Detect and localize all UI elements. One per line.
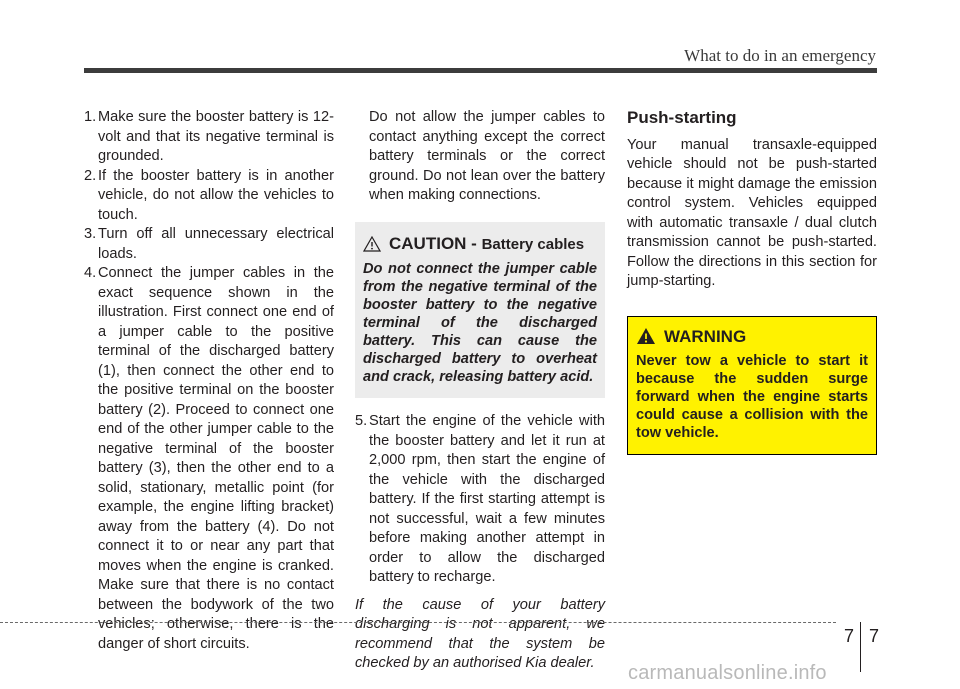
section-body: Your manual transaxle-equipped vehicle should not be push-started because it might damage the emission control system. Vehicles equipped with automatic transaxle / dual clutch transmission cannot be push-started. Follow the directions in this section for jump-starting. (627, 136, 877, 289)
step-4-continuation: Do not allow the jumper cables to contact anything except the correct battery terminals or the correct ground. Do not lean over the battery when making connections. (369, 109, 605, 203)
step-number: 3. (84, 226, 97, 242)
right-column (627, 108, 877, 455)
caution-title (389, 234, 584, 255)
page-number-value: 7 (869, 626, 880, 646)
steps-list-continued (355, 412, 605, 588)
warning-header (636, 327, 868, 347)
section-heading: Push-starting (627, 108, 737, 127)
caution-header (363, 234, 597, 255)
page-number (844, 626, 879, 672)
page-number-divider (860, 622, 861, 672)
step-number: 5. (355, 413, 368, 429)
step-item-3 (84, 225, 334, 264)
page-section-title: What to do in an emergency (684, 46, 876, 65)
step-item-4 (84, 264, 334, 654)
warning-title: WARNING (664, 326, 747, 346)
left-column (84, 108, 334, 654)
steps-list (84, 108, 334, 654)
step-text: Connect the jumper cables in the exact sequence shown in the illustration. First connect one end of a jumper cable to the positive terminal of the discharged battery (1), then connect the other end to the positive terminal on the booster battery (2). Proceed to connect one end of the other jumper cable to the negative terminal of the booster battery (3), then the other end to a solid, stationary, metallic point (for example, the engine lifting bracket) away from the battery (4). Do not connect it to or near any part that moves when the engine is cranked. Make sure that there is no contact between the bodywork of the two vehicles; otherwise, there is the danger of short circuits. (98, 265, 334, 652)
caution-box (355, 222, 605, 399)
step-text: Make sure the booster battery is 12-volt and that its negative terminal is grounded. (98, 109, 334, 164)
chapter-number: 7 (844, 626, 855, 646)
step-number: 4. (84, 265, 97, 281)
header-rule (84, 68, 877, 73)
warning-box (627, 316, 877, 456)
step-number: 1. (84, 109, 97, 125)
step-item-5 (355, 412, 605, 588)
step-text: Start the engine of the vehicle with the booster battery and let it run at 2,000 rpm, then start the engine of the vehicle with the discharged battery. If the first starting attempt is not successful, wait a few minutes before making another attempt in order to allow the discharged battery to recharge. (369, 413, 605, 585)
warning-text: Never tow a vehicle to start it because the sudden surge forward when the engine starts could cause a collision with the tow vehicle. (636, 353, 868, 441)
step-item-1 (84, 108, 334, 167)
caution-subtitle: Battery cables (481, 235, 585, 253)
dealer-note: If the cause of your battery discharging is not apparent, we recommend that the system be checked by an authorised Kia dealer. (355, 596, 605, 671)
warning-triangle-icon (636, 327, 656, 345)
step-item-2 (84, 167, 334, 226)
middle-column (355, 108, 605, 674)
step-text: Turn off all unnecessary electrical loads. (98, 226, 334, 262)
step-text: If the booster battery is in another vehicle, do not allow the vehicles to touch. (98, 167, 334, 223)
caution-triangle-icon (363, 236, 381, 252)
step-number: 2. (84, 167, 97, 184)
caution-label: CAUTION - (389, 233, 477, 253)
caution-text: Do not connect the jumper cable from the negative terminal of the booster battery to the negative terminal of the discharged battery. This can cause the discharged battery to overheat and crack, releasing battery acid. (363, 261, 597, 385)
watermark: carmanualsonline.info (628, 662, 827, 684)
footer-rule (0, 622, 836, 623)
